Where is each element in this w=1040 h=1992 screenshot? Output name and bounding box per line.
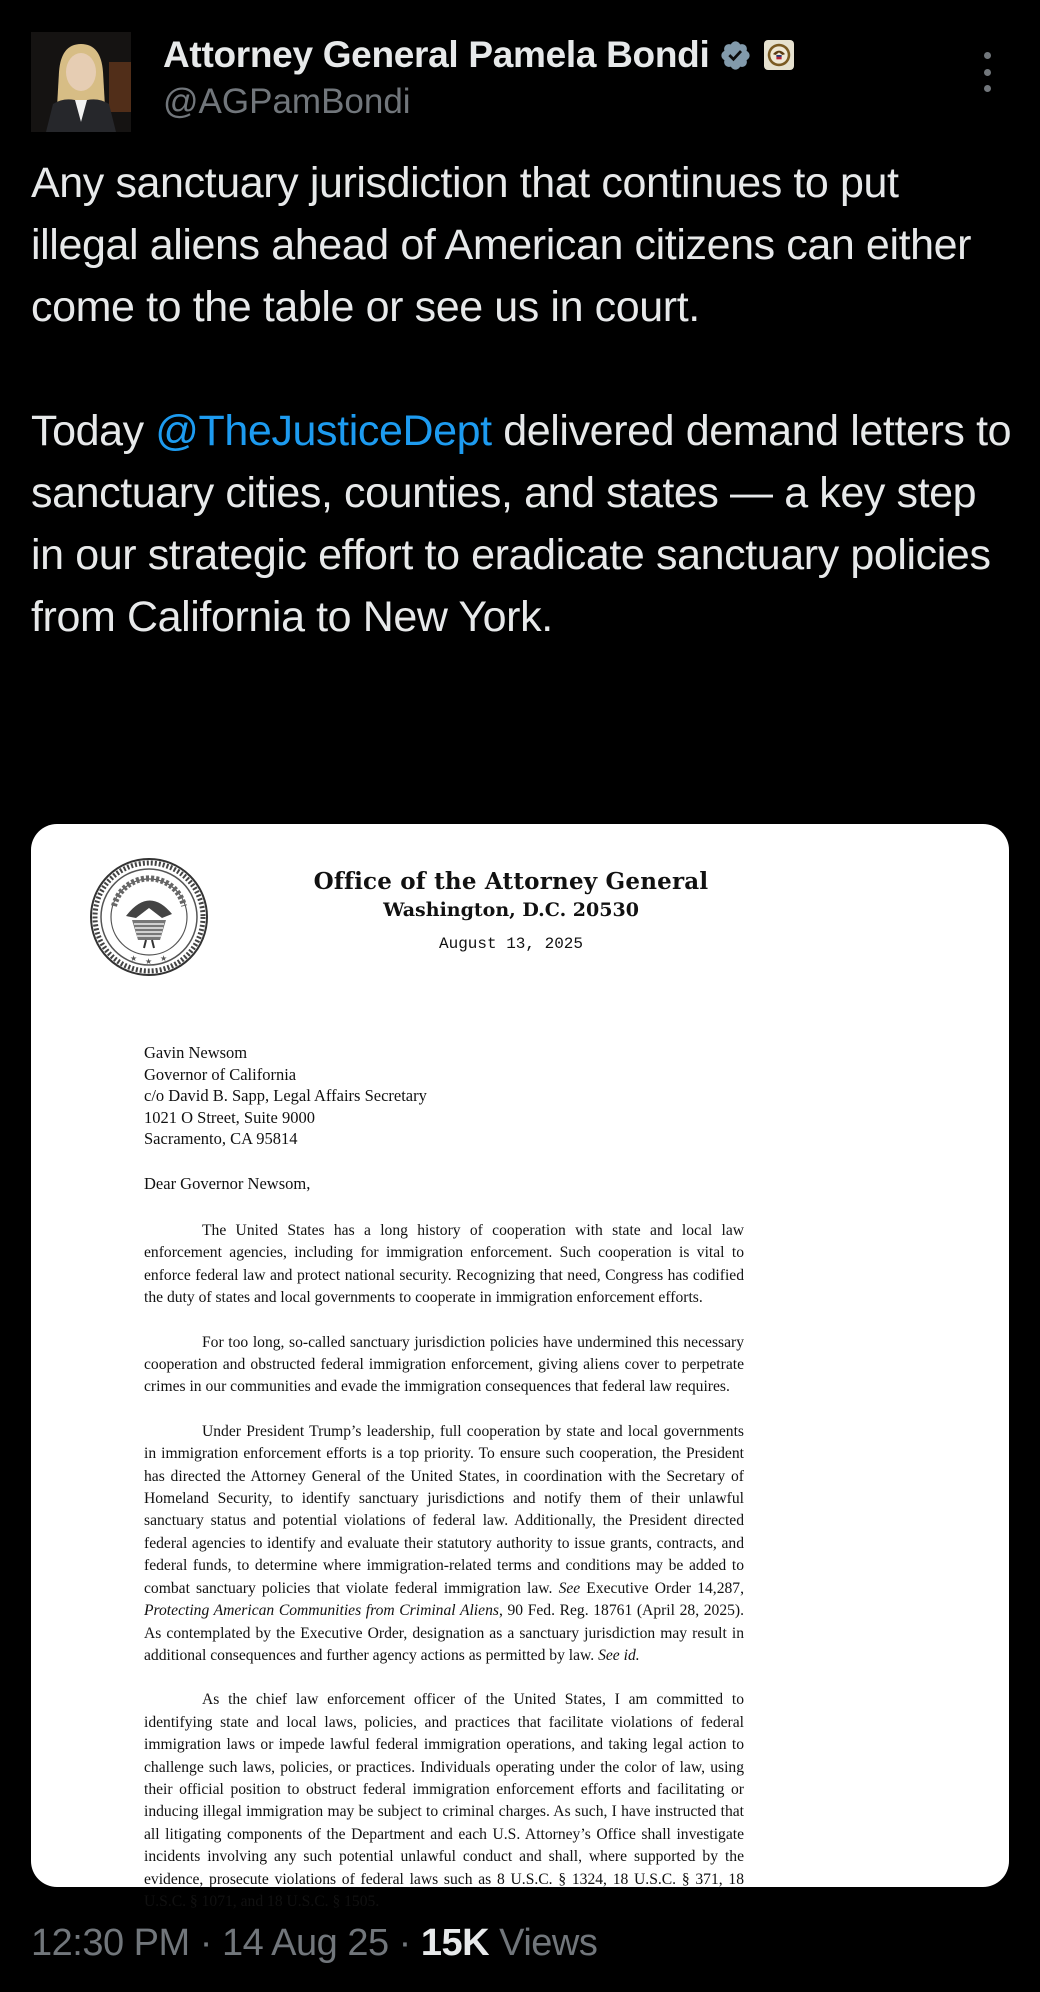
tweet-paragraph-2 — [31, 400, 1016, 648]
author-handle[interactable]: @AGPamBondi — [163, 82, 411, 121]
more-vertical-icon-dot — [984, 69, 991, 76]
tweet-metadata — [31, 1922, 597, 1965]
letterhead-office: Office of the Attorney General — [313, 868, 709, 895]
address-line: 1021 O Street, Suite 9000 — [144, 1107, 315, 1127]
letter-text-segment: Executive Order 14,287, — [580, 1579, 744, 1597]
verified-badge-icon[interactable] — [719, 39, 752, 72]
citation-signal: See id. — [598, 1646, 640, 1664]
letter-paragraph-2: For too long, so-called sanctuary jurisdiction policies have undermined this necessary cooperation and obstructed federal immigration enforcement, giving aliens cover to perpetrate crimes in our communities and evade the immigration consequences that federal law requires. — [144, 1333, 744, 1396]
tweet-text-segment: Today — [31, 407, 156, 455]
letter-document — [31, 824, 1009, 1910]
author-display-name[interactable]: Attorney General Pamela Bondi — [163, 34, 710, 75]
more-options-button[interactable] — [976, 52, 998, 92]
letter-paragraph-1: The United States has a long history of cooperation with state and local law enforcement agencies, including for immigration enforcement. Such cooperation is vital to enforce federal law and protect national security. Recognizing that need, Congress has codified the duty of states and local governments to cooperate in immigration enforcement efforts. — [144, 1222, 744, 1307]
tweet-time[interactable]: 12:30 PM — [31, 1922, 190, 1964]
salutation: Dear Governor Newsom, — [144, 1174, 311, 1193]
avatar[interactable] — [31, 32, 131, 132]
letterhead — [231, 868, 791, 953]
affiliate-badge-icon[interactable] — [764, 40, 794, 70]
citation-title: Protecting American Communities from Criminal Aliens — [144, 1602, 499, 1620]
tweet-text-segment: delivered demand letters to sanctuary cities, counties, and states — a key step in our strategic effort to eradicate sanctuary policies from California to New York. — [31, 407, 1012, 641]
tweet-text — [31, 152, 1016, 648]
views-label[interactable]: Views — [489, 1922, 598, 1964]
address-line: Sacramento, CA 95814 — [144, 1129, 298, 1148]
letter-date: August 13, 2025 — [438, 935, 584, 953]
svg-text:★: ★ — [145, 957, 153, 966]
letter-body — [144, 1220, 744, 1935]
author-name-row — [163, 32, 794, 78]
media-image-letter[interactable] — [31, 824, 1009, 1910]
tweet-header — [0, 0, 1040, 140]
profile-photo-icon — [31, 32, 131, 132]
doj-seal-icon — [88, 856, 210, 978]
citation-signal: See — [558, 1579, 581, 1597]
tweet-paragraph-1: Any sanctuary jurisdiction that continues to put illegal aliens ahead of American citizens can either come to the table or see us in court. — [31, 159, 972, 331]
more-vertical-icon — [984, 52, 991, 59]
more-vertical-icon-dot — [984, 85, 991, 92]
views-count[interactable]: 15K — [420, 1922, 490, 1964]
letterhead-city: Washington, D.C. 20530 — [383, 899, 639, 921]
tweet-date[interactable]: 14 Aug 25 — [221, 1922, 389, 1964]
letter-text-segment: Under President Trump’s leadership, full cooperation by state and local governments in immigration enforcement efforts is a top priority. To ensure such cooperation, the President has directed the Attorney General of the United States, in coordination with the Secretary of Homeland Security, to identify sanctuary jurisdictions and notify them of their unlawful sanctuary status and potential violations of federal law. Additionally, the President directed federal agencies to identify and evaluate their statutory authority to issue grants, contracts, and federal funds, to determine where immigration-related terms and conditions may be added to combat sanctuary policies that violate federal immigration law. — [144, 1422, 744, 1597]
recipient-address — [144, 1042, 427, 1150]
svg-text:★: ★ — [130, 954, 138, 963]
mention-link-thejusticedept[interactable]: @TheJusticeDept — [155, 407, 492, 455]
address-line: Gavin Newsom — [144, 1043, 248, 1062]
svg-text:★: ★ — [160, 954, 168, 963]
meta-separator: · — [189, 1922, 222, 1964]
letter-text-segment: , 90 Fed. Reg. 18761 (April 28, 2025). As contemplated by the Executive Order, designation as a sanctuary jurisdiction may result in additional consequences and further agency actions as permitted by law. — [144, 1602, 745, 1664]
address-line: Governor of California — [144, 1064, 297, 1084]
address-line: c/o David B. Sapp, Legal Affairs Secretary — [144, 1086, 427, 1105]
letter-paragraph-4: As the chief law enforcement officer of the United States, I am committed to identifying state and local laws, policies, and practices that facilitate violations of federal immigration laws or impede lawful federal immigration operations, and taking legal action to challenge such laws, policies, or practices. Individuals operating under the color of law, using their official position to obstruct federal immigration enforcement efforts and facilitating or inducing illegal immigration may be subject to criminal charges. As such, I have instructed that all litigating components of the Department and each U.S. Attorney’s Office shall investigate incidents involving any such potential unlawful conduct and shall, where supported by the evidence, prosecute violations of federal laws such as 8 U.S.C. § 1324, 18 U.S.C. § 371, 18 U.S.C. § 1071, and 18 U.S.C. § 1505. — [144, 1691, 744, 1910]
meta-separator: · — [388, 1922, 421, 1964]
letter-paragraph-3 — [144, 1421, 744, 1667]
